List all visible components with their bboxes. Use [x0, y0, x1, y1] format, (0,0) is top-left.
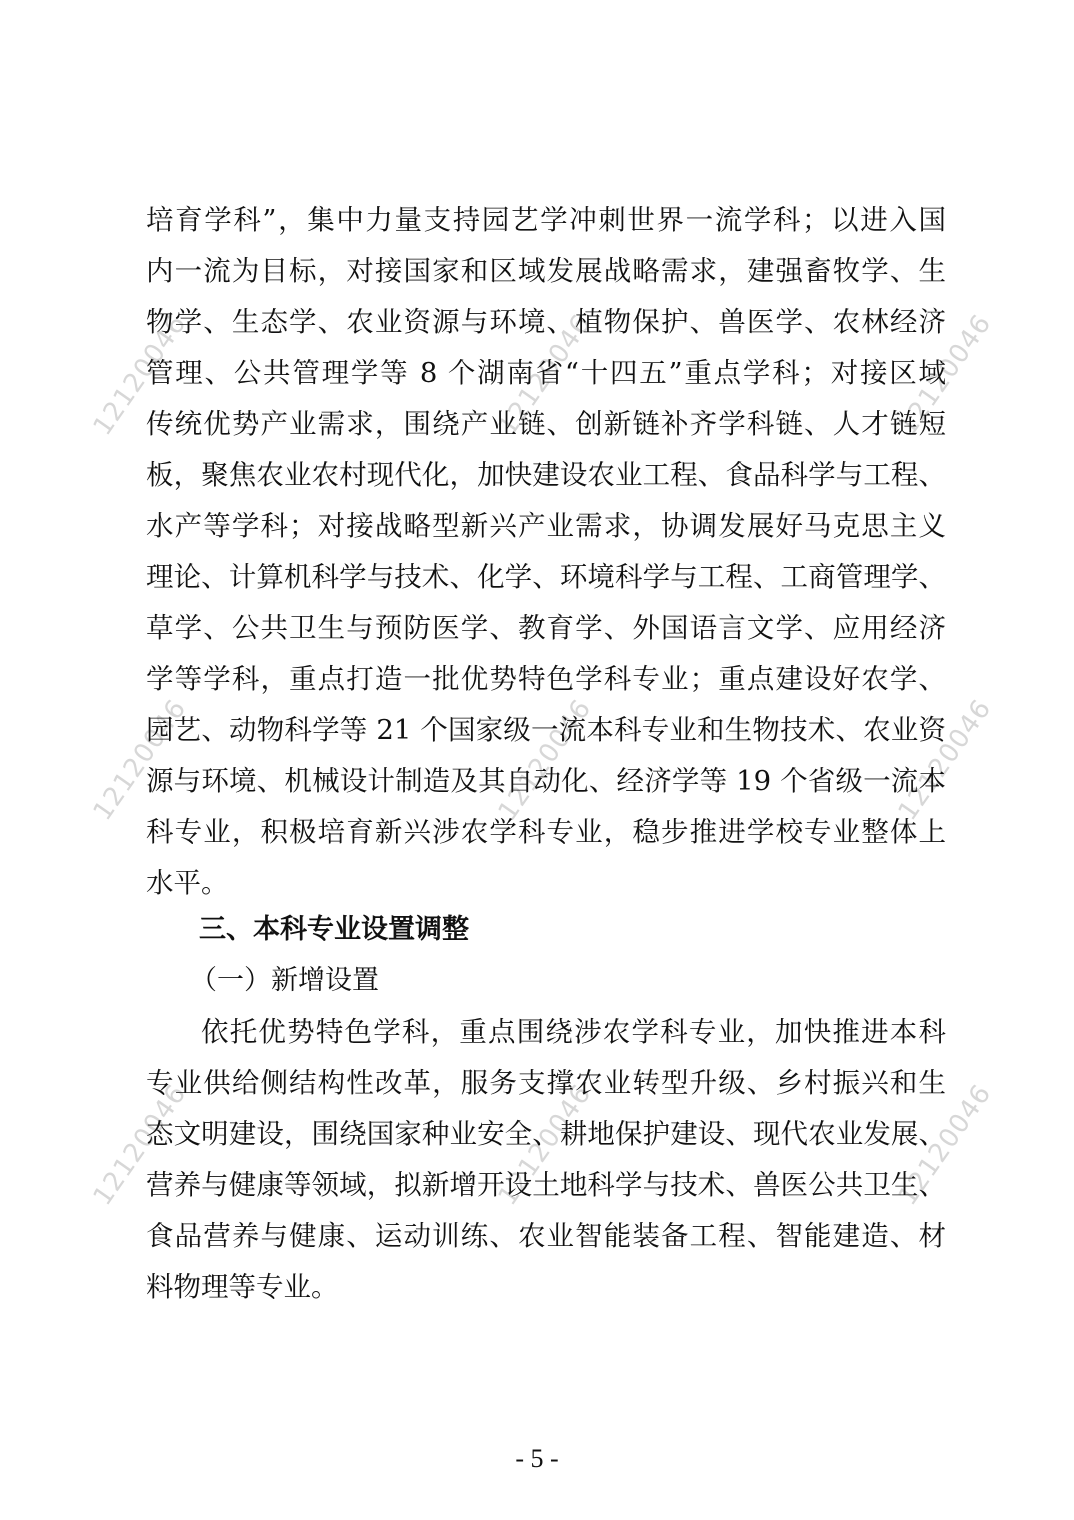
paragraph-line: 学等学科，重点打造一批优势特色学科专业；重点建设好农学、	[146, 663, 946, 695]
paragraph-line: 源与环境、机械设计制造及其自动化、经济学等 19 个省级一流本	[146, 765, 946, 797]
paragraph-line: 理论、计算机科学与技术、化学、环境科学与工程、工商管理学、	[146, 561, 946, 593]
paragraph-line: 科专业，积极培育新兴涉农学科专业，稳步推进学校专业整体上	[146, 816, 946, 848]
paragraph-line: 园艺、动物科学等 21 个国家级一流本科专业和生物技术、农业资	[146, 714, 946, 746]
paragraph-line: 依托优势特色学科，重点围绕涉农学科专业，加快推进本科	[201, 1016, 946, 1048]
paragraph-line: 内一流为目标，对接国家和区域发展战略需求，建强畜牧学、生	[146, 255, 946, 287]
watermark-text: 12120046	[492, 1078, 598, 1212]
paragraph-line: 专业供给侧结构性改革，服务支撑农业转型升级、乡村振兴和生	[146, 1067, 946, 1099]
watermark-text: 12120046	[892, 308, 998, 442]
watermark-text: 12120046	[892, 1078, 998, 1212]
section-heading: 三、本科专业设置调整	[199, 914, 469, 945]
paragraph-line: 管理、公共管理学等 8 个湖南省“十四五”重点学科；对接区域	[146, 357, 946, 389]
subsection-heading: （一）新增设置	[190, 965, 379, 996]
paragraph-line: 传统优势产业需求，围绕产业链、创新链补齐学科链、人才链短	[146, 408, 946, 440]
paragraph-line: 水平。	[146, 867, 229, 899]
paragraph-line: 态文明建设，围绕国家种业安全、耕地保护建设、现代农业发展、	[146, 1118, 946, 1150]
paragraph-line: 营养与健康等领域，拟新增开设土地科学与技术、兽医公共卫生、	[146, 1169, 946, 1201]
watermark-text: 12120046	[892, 693, 998, 827]
watermark-text: 12120046	[87, 308, 193, 442]
paragraph-line: 食品营养与健康、运动训练、农业智能装备工程、智能建造、材	[146, 1220, 946, 1252]
paragraph-line: 培育学科”，集中力量支持园艺学冲刺世界一流学科；以进入国	[146, 204, 946, 236]
paragraph-line: 料物理等专业。	[146, 1271, 339, 1303]
watermark-text: 12120046	[87, 693, 193, 827]
watermark-text: 12120046	[492, 693, 598, 827]
watermark-text: 12120046	[492, 308, 598, 442]
paragraph-line: 草学、公共卫生与预防医学、教育学、外国语言文学、应用经济	[146, 612, 946, 644]
paragraph-line: 板，聚焦农业农村现代化，加快建设农业工程、食品科学与工程、	[146, 459, 946, 491]
page-number: - 5 -	[515, 1444, 559, 1473]
watermark-text: 12120046	[87, 1078, 193, 1212]
paragraph-line: 物学、生态学、农业资源与环境、植物保护、兽医学、农林经济	[146, 306, 946, 338]
paragraph-line: 水产等学科；对接战略型新兴产业需求，协调发展好马克思主义	[146, 510, 946, 542]
